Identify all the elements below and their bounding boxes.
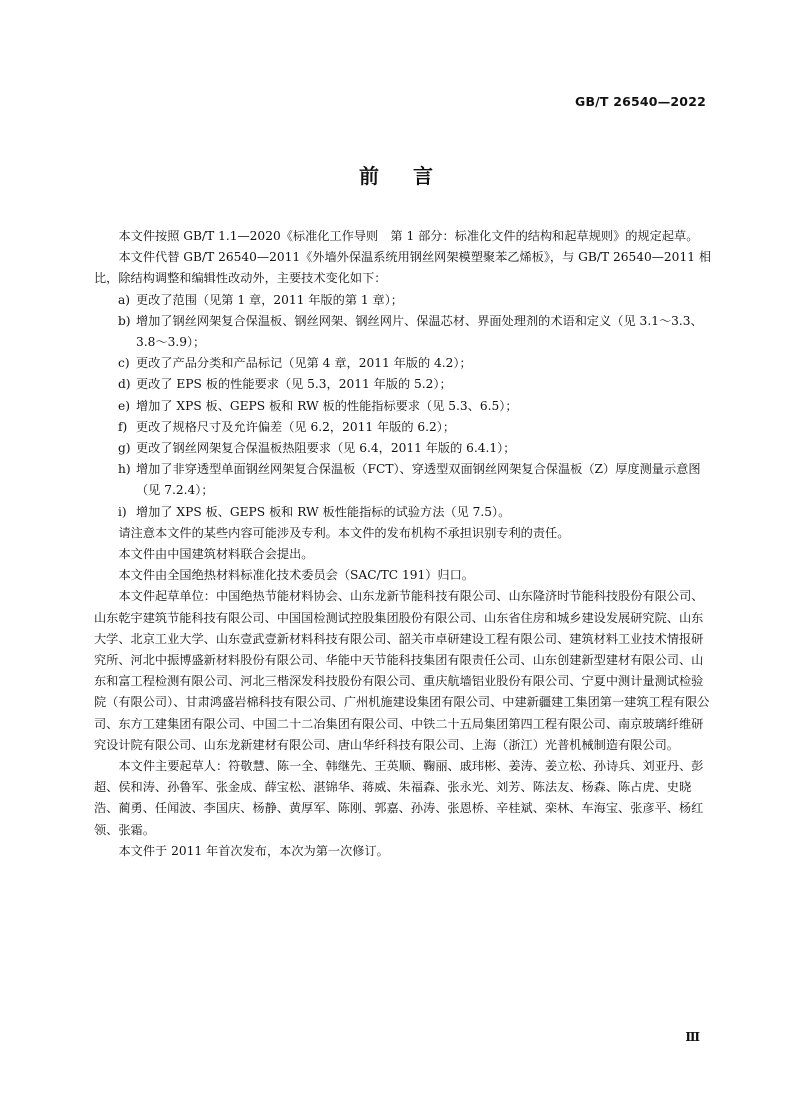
list-item-text: 更改了范围（见第 1 章，2011 年版的第 1 章）； [136,292,403,307]
list-item-label: e) [118,398,130,413]
list-item-label: f) [118,419,128,434]
list-item-label: g) [118,441,131,456]
list-item [94,417,712,438]
list-item-label: a) [118,292,131,307]
list-item-text: 增加了钢丝网架复合保温板、钢丝网架、钢丝网片、保温芯材、界面处理剂的术语和定义（见 3.1～3.3、3.8～3.9）； [136,313,703,350]
paragraph-drafting-units: 本文件起草单位：中国绝热节能材料协会、山东龙新节能科技有限公司、山东隆济时节能科技股份有限公司、山东乾宇建筑节能科技有限公司、中国国检测试控股集团股份有限公司、山东省住房和城乡建设发展研究院、山东大学、北京工业大学、山东壹武壹新材料科技有限公司、韶关市卓研建设工程有限公司、建筑材料工业技术情报研究所、河北中振博盛新材料股份有限公司、华能中天节能科技集团有限责任公司、山东创建新型建材有限公司、山东和富工程检测有限公司、河北三楷深发科技股份有限公司、重庆航墙铝业股份有限公司、宁夏中测计量测试检验院（有限公司）、甘肃鸿盛岩棉科技有限公司、广州机施建设集团有限公司、中建新疆建工集团第一建筑工程有限公司、东方工建集团有限公司、中国二十二冶集团有限公司、中铁二十五局集团第四工程有限公司、南京玻璃纤维研究设计院有限公司、山东龙新建材有限公司、唐山华纤科技有限公司、上海（浙江）光普机械制造有限公司。 [94,589,710,752]
list-item-label: i) [118,504,127,519]
list-item-text: 更改了 EPS 板的性能要求（见 5.3，2011 年版的 5.2）； [136,377,452,392]
page-title: 前言 [359,164,467,188]
paragraph-drafting-rules: 本文件按照 GB/T 1.1—2020《标准化工作导则 第 1 部分：标准化文件的结构和起草规则》的规定起草。 [118,229,699,243]
list-item [94,374,712,395]
paragraph-replacement: 本文件代替 GB/T 26540—2011《外墙外保温系统用钢丝网架模塑聚苯乙烯板》，与 GB/T 26540—2011 相比，除结构调整和编辑性改动外，主要技术变化如下： [94,250,712,286]
list-item-text: 增加了 XPS 板、GEPS 板和 RW 板的性能指标要求（见 5.3、6.5）； [136,398,518,413]
list-item [94,396,712,417]
list-item-text: 增加了非穿透型单面钢丝网架复合保温板（FCT）、穿透型双面钢丝网架复合保温板（Z）厚度测量示意图（见 7.2.4）； [136,462,701,498]
list-item-text: 增加了 XPS 板、GEPS 板和 RW 板性能指标的试验方法（见 7.5）。 [136,504,511,519]
paragraph-proposer: 本文件由中国建筑材料联合会提出。 [118,547,314,562]
changes-list [94,290,712,523]
paragraph-drafters: 本文件主要起草人：符敬慧、陈一全、韩继先、王英顺、鞠丽、戚玮彬、姜涛、姜立松、孙诗兵、刘亚丹、彭超、侯和涛、孙鲁军、张金成、薛宝松、湛锦华、蒋威、朱福森、张永光、刘芳、陈法友、杨森、陈占虎、史晓浩、蔺勇、任闻波、李国庆、杨静、黄厚军、陈刚、郭嘉、孙涛、张恩桥、辛桂斌、栾林、车海宝、张彦平、杨红领、张霜。 [94,759,704,837]
standard-number: GB/T 26540—2022 [574,94,706,109]
list-item [94,290,712,311]
list-item [94,353,712,374]
list-item [94,459,712,501]
list-item [94,438,712,459]
document-body [94,226,712,862]
page-number: Ⅲ [685,1030,700,1044]
list-item-text: 更改了产品分类和产品标记（见第 4 章，2011 年版的 4.2）； [136,356,472,371]
paragraph-publication-history: 本文件于 2011 年首次发布，本次为第一次修订。 [118,843,389,858]
list-item-text: 更改了钢丝网架复合保温板热阻要求（见 6.4，2011 年版的 6.4.1）； [136,441,516,456]
paragraph-centralizing-unit: 本文件由全国绝热材料标准化技术委员会（SAC/TC 191）归口。 [118,568,474,583]
list-item-label: d) [118,377,131,392]
list-item-label: c) [118,356,130,371]
paragraph-patent-notice: 请注意本文件的某些内容可能涉及专利。本文件的发布机构不承担识别专利的责任。 [118,525,570,540]
list-item-label: h) [118,462,131,477]
list-item-label: b) [118,313,131,328]
list-item [94,502,712,523]
list-item-text: 更改了规格尺寸及允许偏差（见 6.2，2011 年版的 6.2）； [136,419,456,434]
list-item [94,311,712,353]
